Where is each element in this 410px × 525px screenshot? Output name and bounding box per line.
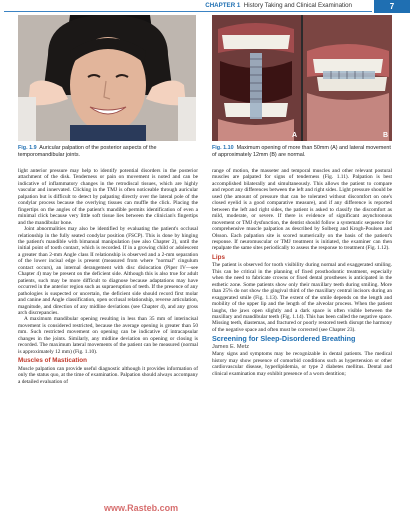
panel-b-photo [303, 15, 392, 141]
left-column [18, 168, 198, 385]
figure-1-10-caption-text: Maximum opening of more than 50mm (A) and lateral movement of approximately 12mm (B) are normal. [212, 145, 391, 158]
body-paragraph: A maximum mandibular opening resulting in less than 35 mm of interincisal movement is considered restricted, because the average opening is greater than 50 mm. Such restricted movement on opening can be indicative of intracapsular changes in the joints. Similarly, any midline deviation on opening or closing is recorded. The maximum lateral movements of the patient can be measured (normal is approximately 12 mm) (Fig. 1.10). [18, 316, 198, 355]
section-heading-lips: Lips [212, 253, 225, 261]
patient-palpation-illustration [18, 15, 196, 141]
body-paragraph: Joint abnormalities may also be identified by evaluating the patient's occlusal relationship in the fully seated condylar position (FSCP). This is done by hinging the patient's mandible with bimanual manipulation (see also Chapter 2), until the initial point of tooth contact, which is recorded. If in a growing child or adolescent a greater than 2-mm Angle class II relationship is observed and a 2-mm separation of the lower incisal edge is present (measured from where "normal" cingulum contact occurs), an internal derangement with disc dislocation (Piper IV—see Chapter 4) may be present on the deficient side. Although this is also true for adult patients, such may be more difficult to diagnose because adaptations may have occurred in the anterior region such as supraeruption of teeth. If the presence of any pathologies is suspected or uncertain, the deficient side should record first molar and canine and Angle classification, open occlusal relationship, reverse articulation, magnitude, and direction of any midline deviations (see Chapter 4), and any gross arch discrepancies. [18, 226, 198, 316]
body-paragraph: Muscle palpation can provide useful diagnostic although it provides information of only the status quo, at the time of examination. Palpation should always accompany a detailed evaluation of [18, 365, 198, 385]
site-watermark: www.Rasteb.com [104, 503, 179, 513]
figure-1-9-label: Fig. 1.9 [18, 145, 37, 151]
maximum-opening-illustration [212, 15, 301, 141]
body-paragraph: Many signs and symptoms may be recognizable in dental patients. The medical history may show presence of comorbid conditions such as hypertension or other cardiovascular disease, hyperlipidemia, or type 2 diabetes mellitus. Dental and clinical examination may exhibit presence of a worn dentition; [212, 351, 392, 377]
chapter-label: CHAPTER 1 [205, 2, 241, 9]
lateral-movement-illustration [303, 15, 392, 141]
figure-1-10-caption [212, 145, 392, 159]
figure-1-9-caption [18, 145, 196, 159]
section-heading-muscles: Muscles of Mastication [18, 357, 87, 365]
panel-a-photo [212, 15, 301, 141]
figure-1-10-photos [212, 15, 392, 141]
chapter-title: History Taking and Clinical Examination [243, 2, 352, 9]
body-paragraph: range of motion, the masseter and temporal muscles and other relevant postural muscles are palpated for signs of tenderness (Fig. 1.11). Palpation is best accomplished bilaterally and simultaneously. This allows the patient to compare and report any differences between the left and right sides. Light pressure should be used (the amount of pressure that can be tolerated without discomfort on one's closed eyelid is a good comparative measure), and if any difference is reported between the left and right sides, the patient is asked to classify the discomfort as mild, moderate, or severe. If there is evidence of significant asynchronous movement or TMJ dysfunction, the dentist should follow a systematic sequence for comprehensive muscle palpation as described by Solberg and Krogh-Poulsen and Olsson. Each palpation site is scored numerically on the basis of the patient's response. If neuromuscular or TMJ treatment is initiated, the examiner can then repalpate the same sites periodically to assess the response to treatment (Fig. 1.12). [212, 168, 392, 252]
section-heading-sleep: Screening for Sleep-Disordered Breathing [212, 334, 356, 344]
figure-1-9-caption-text: Auricular palpation of the posterior aspects of the temporomandibular joints. [18, 145, 157, 158]
body-paragraph: light anterior pressure may help to identify potential disorders in the posterior attachment of the disk. Tenderness or pain on movement is noted and can be indicative of inflammatory changes in the retrodiscal tissues, which are highly vascular and innervated. Clicking in the TMJ is often noticeable through auricular palpation but is difficult to detect by palpating directly over the lateral pole of the condylar process because the overlying tissues can muffle the click. Placing the fingertips on the angles of the patient's mandible permits identification of even a minimal click because very little soft tissue lies between the clinician's fingertips and the mandibular bone. [18, 168, 198, 226]
figure-1-10-label: Fig. 1.10 [212, 145, 234, 151]
header-rule [4, 11, 372, 12]
panel-b-label: B [382, 132, 388, 139]
section-author: James E. Metz [212, 343, 249, 350]
right-column [212, 168, 392, 377]
running-header [0, 0, 410, 13]
figure-1-9-photo [18, 15, 196, 141]
chapter-heading [205, 2, 352, 9]
panel-a-label: A [291, 132, 297, 139]
page-number: 7 [374, 0, 410, 13]
body-paragraph: The patient is observed for tooth visibility during normal and exaggerated smiling. This can be critical in the planning of fixed prosthodontic treatment, especially when the need to fabricate crowns or fixed dental prostheses is anticipated in the esthetic zone. Some patients show only their maxillary teeth during smiling. More than 25% do not show the gingival third of the maxillary central incisors during an exaggerated smile (Fig. 1.13). The extent of the smile depends on the length and mobility of the upper lip and the length of the alveolar process. When the patient laughs, the jaws open slightly and a dark space is often visible between the maxillary and mandibular teeth (Fig. 1.14). This has been called the negative space. Missing teeth, diastemas, and fractured or poorly restored teeth disrupt the harmony of the negative space and often must be corrected (see Chapter 23). [212, 262, 392, 333]
